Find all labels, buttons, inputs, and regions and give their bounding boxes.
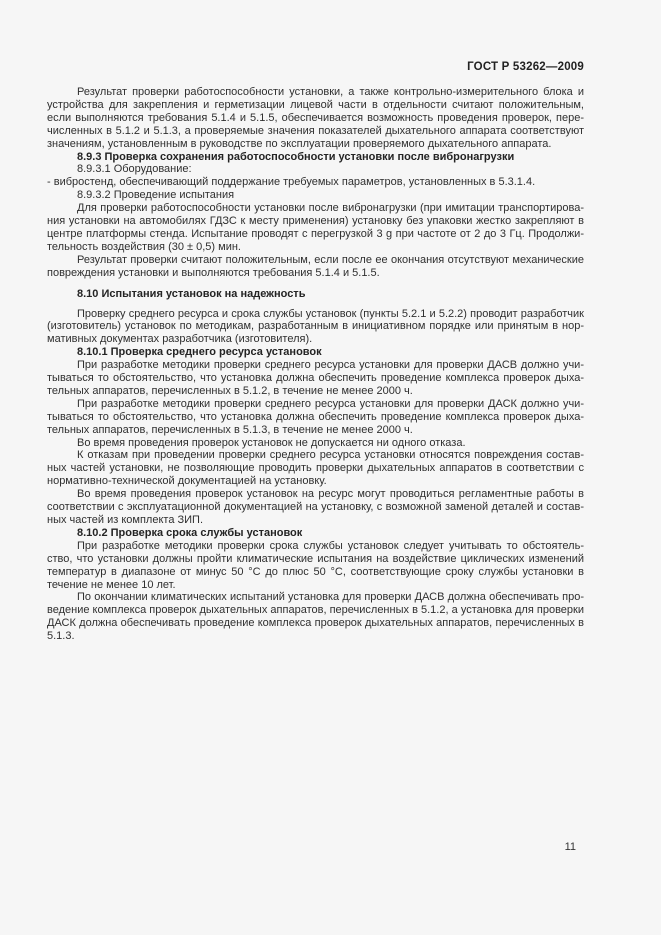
section-heading-8-10-2: 8.10.2 Проверка срока службы установок — [77, 526, 303, 539]
paragraph-resource-dask: При разработке методики проверки среднего ресурса установки для проверки ДАСК должно учитываться то обстоятельство, что установка должна обеспечить проведение комплекса проверок дыхательных аппаратов, перечисленных в 5.1.3, в течение не менее 2000 ч. — [47, 397, 584, 436]
paragraph-8-9-3-1-equipment: 8.9.3.1 Оборудование: — [77, 163, 192, 176]
paragraph-failures-definition: К отказам при проведении проверки среднего ресурса установки относятся повреждения составных частей установки, не позволяющие проводить проверки дыхательных аппаратов в соответствии с нормативно-технической документацией на установку. — [47, 449, 584, 488]
paragraph-vibration-result: Результат проверки считают положительным, если после ее окончания отсутствуют механические повреждения установки и выполняются требования 5.1.4 и 5.1.5. — [47, 253, 584, 279]
section-heading-8-10: 8.10 Испытания установок на надежность — [77, 287, 306, 300]
paragraph-vibration-test: Для проверки работоспособности установки после вибронагрузки (при имитации транспортирования установки на автомобилях ГДЗС к месту применения) установку без упаковки жестко закрепляют в центре платформы стенда. Испытание проводят с перегрузкой 3 g при частоте от 2 до 3 Гц. Продолжительность воздействия (30 ± 0,5) мин. — [47, 202, 584, 253]
document-code-header: ГОСТ Р 53262—2009 — [467, 61, 584, 73]
paragraph-service-life: При разработке методики проверки срока службы установок следует учитывать то обстоятельство, что установки должны пройти климатические испытания на воздействие циклических изменений температур в диапазоне от минус 50 °С до плюс 50 °С, соответствующие сроку службы установки в течение не менее 10 лет. — [47, 539, 584, 591]
page-number: 11 — [564, 841, 576, 853]
paragraph-reliability-intro: Проверку среднего ресурса и срока службы установок (пункты 5.2.1 и 5.2.2) проводит разработчик (изготовитель) установок по методикам, разработанным в инициативном порядке или принятым в нормативных документах разработчика (изготовителя). — [47, 307, 584, 346]
paragraph-8-9-3-2-test: 8.9.3.2 Проведение испытания — [77, 189, 235, 202]
section-heading-8-10-1: 8.10.1 Проверка среднего ресурса установок — [77, 346, 322, 359]
paragraph-maintenance-works: Во время проведения проверок установок на ресурс могут проводиться регламентные работы в соответствии с эксплуатационной документацией на установку, с возможной заменой деталей и составных частей из комплекта ЗИП. — [47, 488, 584, 526]
paragraph-check-result: Результат проверки работоспособности установки, а также контрольно-измерительного блока и устройства для закрепления и герметизации лицевой части в отдельности считают положительным, если выполняются требования 5.1.4 и 5.1.5, обеспечивается возможность проведения проверок, перечисленных в 5.1.2 и 5.1.3, а проверяемые значения показателей дыхательного аппарата соответствуют значениям, установленным в руководстве по эксплуатации проверяемого дыхательного аппарата. — [47, 86, 584, 150]
section-heading-8-9-3: 8.9.3 Проверка сохранения работоспособности установки после вибронагрузки — [77, 150, 515, 163]
list-item-vibrostand: - вибростенд, обеспечивающий поддержание требуемых параметров, установленных в 5.3.1.4. — [47, 176, 536, 189]
paragraph-climatic-tests: По окончании климатических испытаний установка для проверки ДАСВ должна обеспечивать проведение комплекса проверок дыхательных аппаратов, перечисленных в 5.1.2, а установка для проверки ДАСК должна обеспечивать проведение комплекса проверок дыхательных аппаратов, перечисленных в 5.1.3. — [47, 591, 584, 643]
paragraph-resource-dasv: При разработке методики проверки среднего ресурса установки для проверки ДАСВ должно учитываться то обстоятельство, что установка должна обеспечить проведение комплекса проверок дыхательных аппаратов, перечисленных в 5.1.2, в течение не менее 2000 ч. — [47, 359, 584, 397]
document-body — [47, 86, 584, 643]
paragraph-no-failures: Во время проведения проверок установок не допускается ни одного отказа. — [77, 436, 466, 449]
